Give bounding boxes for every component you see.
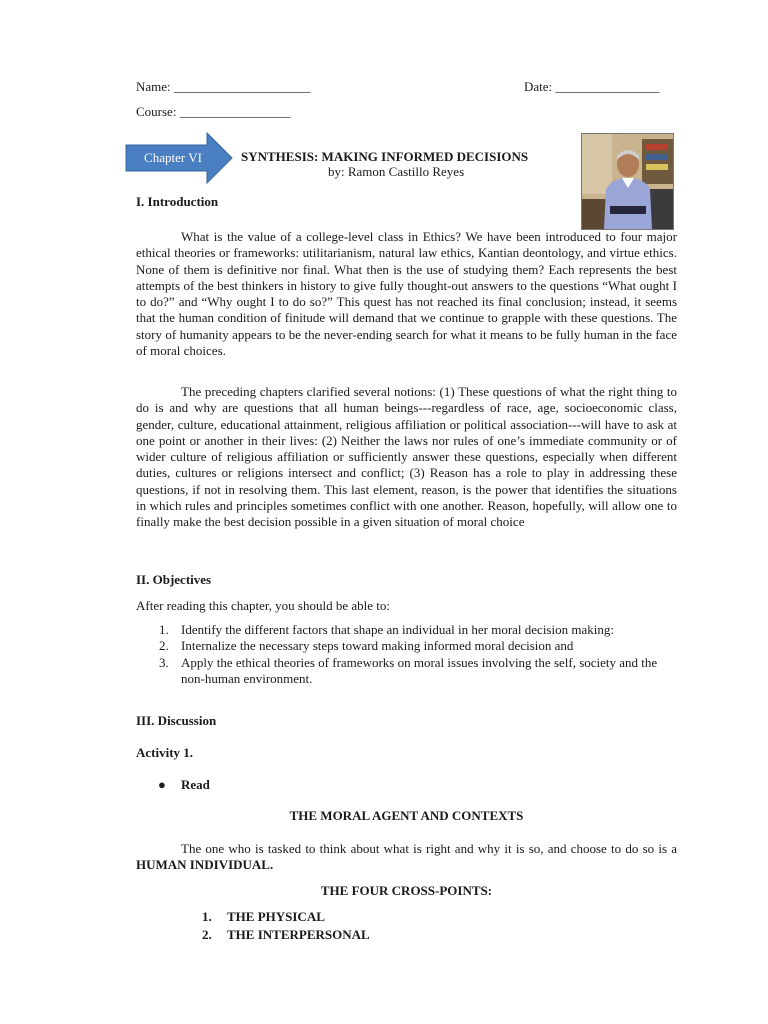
course-field-label: Course: _________________ bbox=[136, 104, 291, 119]
paragraph-text: The preceding chapters clarified several notions: (1) These questions of what the right thing to do is and why are questions that all human beings---regardless of race, age, socioeconomic class, gender, culture, educational attainment, religious affiliation or political association---will have to ask at one point or another in their lives: (2) Neither the laws nor rules of one’s immediate community or of wider culture of religious affiliation or sufficiently answer these questions, especially when different duties, cultures or religions intersect and conflict; (3) Reason has a role to play in addressing these questions, if not in resolving them. This last element, reason, is the power that identifies the situations in which rules and principles sometimes conflict with one another. Reason, hopefully, will allow one to finally make the best decision possible in a given situation of moral choice bbox=[136, 384, 677, 530]
introduction-paragraph-2 bbox=[136, 384, 677, 531]
section-heading-objectives: II. Objectives bbox=[136, 572, 212, 587]
paragraph-text bbox=[136, 841, 677, 874]
list-item-number: 1. bbox=[202, 909, 212, 924]
list-item bbox=[202, 908, 370, 926]
list-item bbox=[136, 622, 677, 638]
author-photo bbox=[581, 133, 674, 230]
author-byline: by: Ramon Castillo Reyes bbox=[328, 164, 465, 179]
introduction-paragraph-1 bbox=[136, 229, 677, 359]
list-item bbox=[136, 655, 677, 688]
section-heading-discussion: III. Discussion bbox=[136, 713, 217, 728]
moral-agent-paragraph bbox=[136, 841, 677, 874]
chapter-title: SYNTHESIS: MAKING INFORMED DECISIONS bbox=[241, 149, 529, 164]
list-item-number: 2. bbox=[202, 927, 212, 942]
list-item-text: Identify the different factors that shape an individual in her moral decision making: bbox=[181, 622, 614, 637]
list-item-text: Apply the ethical theories of frameworks on moral issues involving the self, society and the non-human environment. bbox=[181, 654, 658, 686]
list-item-text: Internalize the necessary steps toward making informed moral decision and bbox=[181, 638, 574, 654]
subheading-moral-agent: THE MORAL AGENT AND CONTEXTS bbox=[289, 808, 524, 823]
paragraph-text-bold: HUMAN INDIVIDUAL. bbox=[136, 857, 274, 873]
bullet-read-label: Read bbox=[181, 777, 210, 792]
chapter-badge-label: Chapter VI bbox=[144, 150, 202, 165]
activity-heading: Activity 1. bbox=[136, 745, 194, 760]
cross-points-list bbox=[202, 908, 370, 944]
paragraph-text-regular: The one who is tasked to think about what is right and why it is so, and choose to do so is a bbox=[181, 841, 677, 856]
list-item-number: 2. bbox=[159, 638, 169, 654]
subheading-four-cross-points: THE FOUR CROSS-POINTS: bbox=[320, 883, 493, 898]
list-item-number: 3. bbox=[159, 654, 169, 670]
objectives-list bbox=[136, 622, 677, 687]
list-item-text: THE INTERPERSONAL bbox=[227, 927, 370, 942]
list-item-number: 1. bbox=[159, 622, 169, 637]
name-field-label: Name: _____________________ bbox=[136, 79, 311, 94]
list-item bbox=[136, 638, 677, 654]
date-field-label: Date: ________________ bbox=[524, 79, 660, 94]
paragraph-text: What is the value of a college-level class in Ethics? We have been introduced to four major ethical theories or frameworks: utilitarianism, natural law ethics, Kantian deontology, and virtue ethics. None of them is definitive nor final. What then is the use of studying them? Each represents the best attempts of the best thinkers in history to give fully thought-out answers to the questions “What ought I to do?” and “Why ought I to do so?” This quest has not reached its final conclusion; instead, it seems that the human condition of finitude will demand that we continue to grapple with these questions. The story of humanity appears to be the never-ending search for what it means to be fully human in the face of moral choices. bbox=[136, 229, 677, 359]
list-item-text: THE PHYSICAL bbox=[227, 909, 325, 924]
bullet-icon: ● bbox=[158, 777, 166, 792]
objectives-intro: After reading this chapter, you should be able to: bbox=[136, 598, 390, 613]
list-item bbox=[202, 926, 370, 944]
section-heading-introduction: I. Introduction bbox=[136, 194, 219, 209]
